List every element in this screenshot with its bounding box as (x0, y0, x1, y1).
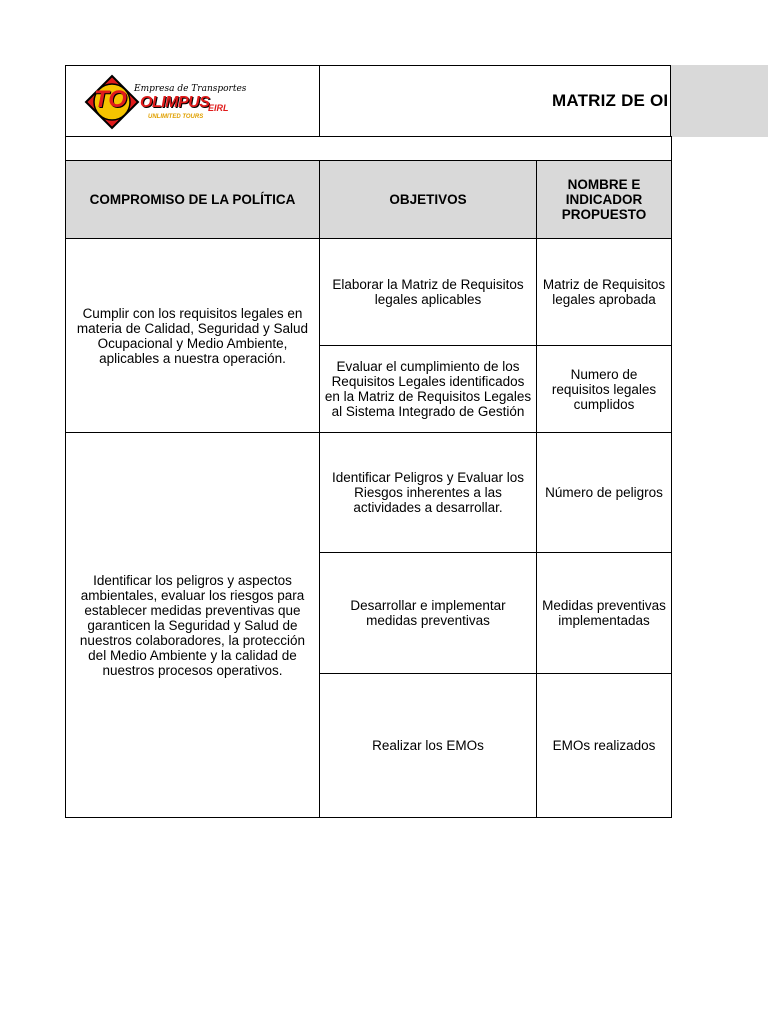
logo-tagline: UNLIMITED TOURS (148, 114, 204, 120)
logo-brand: OLIMPUS (140, 94, 210, 111)
compromiso-cell: Cumplir con los requisitos legales en materia de Calidad, Seguridad y Salud Ocupacional y Medio Ambiente, aplicables a nuestra operación. (65, 238, 320, 433)
column-header-objetivos: OBJETIVOS (319, 160, 537, 239)
objetivo-cell: Elaborar la Matriz de Requisitos legales aplicables (319, 238, 537, 346)
objetivo-cell: Identificar Peligros y Evaluar los Riesgos inherentes a las actividades a desarrollar. (319, 432, 537, 553)
indicador-cell: Medidas preventivas implementadas (536, 552, 672, 674)
column-header-compromiso: COMPROMISO DE LA POLÍTICA (65, 160, 320, 239)
logo-cell (65, 65, 320, 137)
title-band (671, 65, 768, 137)
column-header-indicador: NOMBRE E INDICADOR PROPUESTO (536, 160, 672, 239)
indicador-cell: Numero de requisitos legales cumplidos (536, 345, 672, 433)
compromiso-cell: Identificar los peligros y aspectos ambientales, evaluar los riesgos para establecer medidas preventivas que garanticen la Seguridad y Salud de nuestros colaboradores, la protección del Medio Ambiente y la calidad de nuestros procesos operativos. (65, 432, 320, 818)
indicador-cell: Matriz de Requisitos legales aprobada (536, 238, 672, 346)
page-title: MATRIZ DE OI (552, 91, 669, 110)
logo-suffix: EIRL (208, 103, 229, 113)
logo-monogram: TO (94, 86, 127, 113)
indicador-cell: Número de peligros (536, 432, 672, 553)
objetivo-cell: Desarrollar e implementar medidas preventivas (319, 552, 537, 674)
spacer-row (65, 136, 672, 161)
objetivo-cell: Realizar los EMOs (319, 673, 537, 818)
objetivo-cell: Evaluar el cumplimiento de los Requisitos Legales identificados en la Matriz de Requisitos Legales al Sistema Integrado de Gestión (319, 345, 537, 433)
title-clip (320, 66, 670, 136)
logo-caption: Empresa de Transportes (134, 84, 247, 94)
indicador-cell: EMOs realizados (536, 673, 672, 818)
